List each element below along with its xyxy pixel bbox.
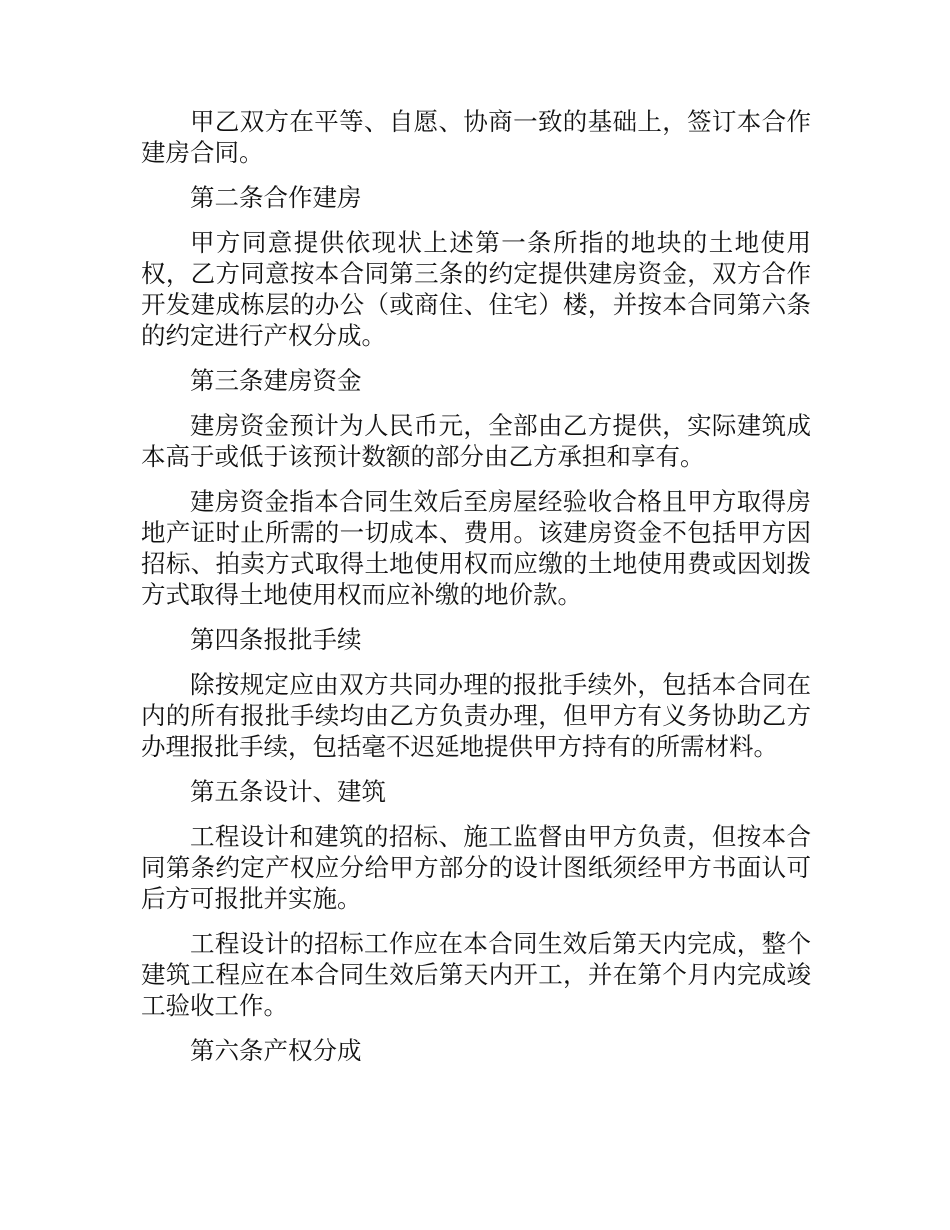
article-6-heading: 第六条产权分成: [190, 1036, 362, 1065]
paragraph-intro: 甲乙双方在平等、自愿、协商一致的基础上，签订本合作建房合同。: [141, 107, 811, 167]
article-3-paragraph-2: 建房资金指本合同生效后至房屋经验收合格且甲方取得房地产证时止所需的一切成本、费用。该建房资金不包括甲方因招标、拍卖方式取得土地使用权而应缴的土地使用费或因划拨方式取得土地使用权而应补缴的地价款。: [141, 487, 811, 609]
article-2-heading: 第二条合作建房: [190, 183, 362, 212]
article-4-heading: 第四条报批手续: [190, 625, 362, 654]
article-4-paragraph: 除按规定应由双方共同办理的报批手续外，包括本合同在内的所有报批手续均由乙方负责办理，但甲方有义务协助乙方办理报批手续，包括毫不迟延地提供甲方持有的所需材料。: [141, 670, 811, 761]
article-5-paragraph-2: 工程设计的招标工作应在本合同生效后第天内完成，整个建筑工程应在本合同生效后第天内开工，并在第个月内完成竣工验收工作。: [141, 929, 811, 1020]
article-5-paragraph-1: 工程设计和建筑的招标、施工监督由甲方负责，但按本合同第条约定产权应分给甲方部分的设计图纸须经甲方书面认可后方可报批并实施。: [141, 822, 811, 913]
article-3-heading: 第三条建房资金: [190, 366, 362, 395]
document-body: [141, 106, 811, 1080]
article-3-paragraph-1: 建房资金预计为人民币元，全部由乙方提供，实际建筑成本高于或低于该预计数额的部分由乙方承担和享有。: [141, 411, 811, 471]
article-5-heading: 第五条设计、建筑: [190, 777, 386, 806]
article-2-paragraph: 甲方同意提供依现状上述第一条所指的地块的土地使用权，乙方同意按本合同第三条的约定提供建房资金，双方合作开发建成栋层的办公（或商住、住宅）楼，并按本合同第六条的约定进行产权分成。: [141, 228, 811, 350]
